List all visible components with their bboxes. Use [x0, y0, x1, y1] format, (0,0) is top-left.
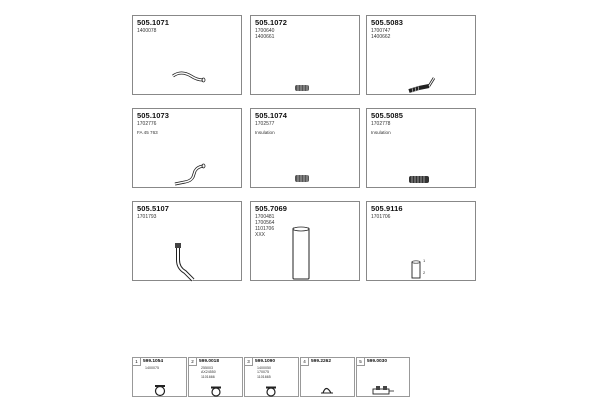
flex-pipe-icon: [251, 16, 361, 96]
flex-pipe-icon: [367, 109, 477, 189]
part-code: 505.7069: [255, 204, 288, 213]
part-code: 505.1071: [137, 18, 170, 27]
ref-number: 1702577: [255, 121, 275, 127]
part-code: 505.1074: [255, 111, 288, 120]
part-code: 505.1073: [137, 111, 170, 120]
tailpipe-icon: [367, 202, 477, 282]
hanger-icon: [301, 358, 356, 398]
part-card-505-1072[interactable]: [250, 15, 360, 95]
bent-pipe-icon: [133, 202, 243, 282]
ref-number: 1101666: [201, 374, 215, 379]
part-card-505-1074[interactable]: [250, 108, 360, 188]
ref-number: 170075: [257, 370, 269, 375]
part-code: 505.5085: [371, 111, 404, 120]
part-card-505-7069[interactable]: [250, 201, 360, 281]
ref-number: 1400050: [257, 366, 271, 370]
ref-number: 1700747: [371, 28, 391, 34]
part-code: 505.5107: [137, 204, 170, 213]
fitting-number: 5: [357, 358, 365, 366]
fitting-number: 3: [245, 358, 253, 366]
fitting-card-599-0030[interactable]: [356, 357, 410, 397]
part-note: Insulation: [371, 130, 391, 135]
fitting-code: 599.1054: [143, 359, 164, 364]
ref-number: 1101706: [255, 226, 275, 232]
fitting-card-599-0018[interactable]: [188, 357, 243, 397]
part-note: FA 45 763: [137, 130, 158, 135]
fitting-code: 599.1090: [255, 359, 276, 364]
fitting-code: 599.2262: [311, 359, 332, 364]
ref-number: 1700564: [255, 220, 275, 226]
part-card-505-5107[interactable]: [132, 201, 242, 281]
fitting-code: 599.0018: [199, 359, 220, 364]
ref-number: 255003: [201, 366, 213, 370]
ref-number: 1700640: [255, 28, 275, 34]
ref-number: 1701793: [137, 214, 157, 220]
fitting-card-599-1090[interactable]: [244, 357, 299, 397]
ref-number: 1400661: [255, 34, 275, 40]
bracket-icon: [357, 358, 411, 398]
ref-number: 1101665: [257, 374, 271, 379]
fitting-card-599-2262[interactable]: [300, 357, 355, 397]
part-code: 505.9116: [371, 204, 403, 213]
fitting-number: 1: [133, 358, 141, 366]
bent-pipe-icon: [133, 16, 243, 96]
part-card-505-1071[interactable]: [132, 15, 242, 95]
ref-number: XXX: [255, 232, 266, 238]
part-note: Insulation: [255, 130, 275, 135]
clamp-icon: [189, 358, 244, 398]
callout-label: 1: [423, 258, 426, 263]
ref-number: 1400078: [137, 28, 157, 34]
muffler-icon: [251, 202, 361, 282]
part-card-505-9116[interactable]: [366, 201, 476, 281]
part-code: 505.1072: [255, 18, 288, 27]
ref-number: 1702776: [137, 121, 157, 127]
ref-number: 1701706: [371, 214, 391, 220]
clamp-icon: [133, 358, 188, 398]
ref-number: 1400075: [145, 366, 159, 370]
flex-pipe-icon: [251, 109, 361, 189]
callout-label: 2: [423, 270, 426, 275]
fitting-number: 2: [189, 358, 197, 366]
fitting-code: 599.0030: [367, 359, 388, 364]
ref-number: AX24550: [201, 370, 216, 375]
ref-number: 1700481: [255, 214, 275, 220]
part-code: 505.5083: [371, 18, 404, 27]
part-card-505-5085[interactable]: [366, 108, 476, 188]
fitting-card-599-1054[interactable]: [132, 357, 187, 397]
ref-number: 1702778: [371, 121, 391, 127]
ref-number: 1400662: [371, 34, 391, 40]
bent-pipe-icon: [133, 109, 243, 189]
clamp-icon: [245, 358, 300, 398]
part-card-505-1073[interactable]: [132, 108, 242, 188]
fitting-number: 4: [301, 358, 309, 366]
part-card-505-5083[interactable]: [366, 15, 476, 95]
flex-pipe-icon: [367, 16, 477, 96]
